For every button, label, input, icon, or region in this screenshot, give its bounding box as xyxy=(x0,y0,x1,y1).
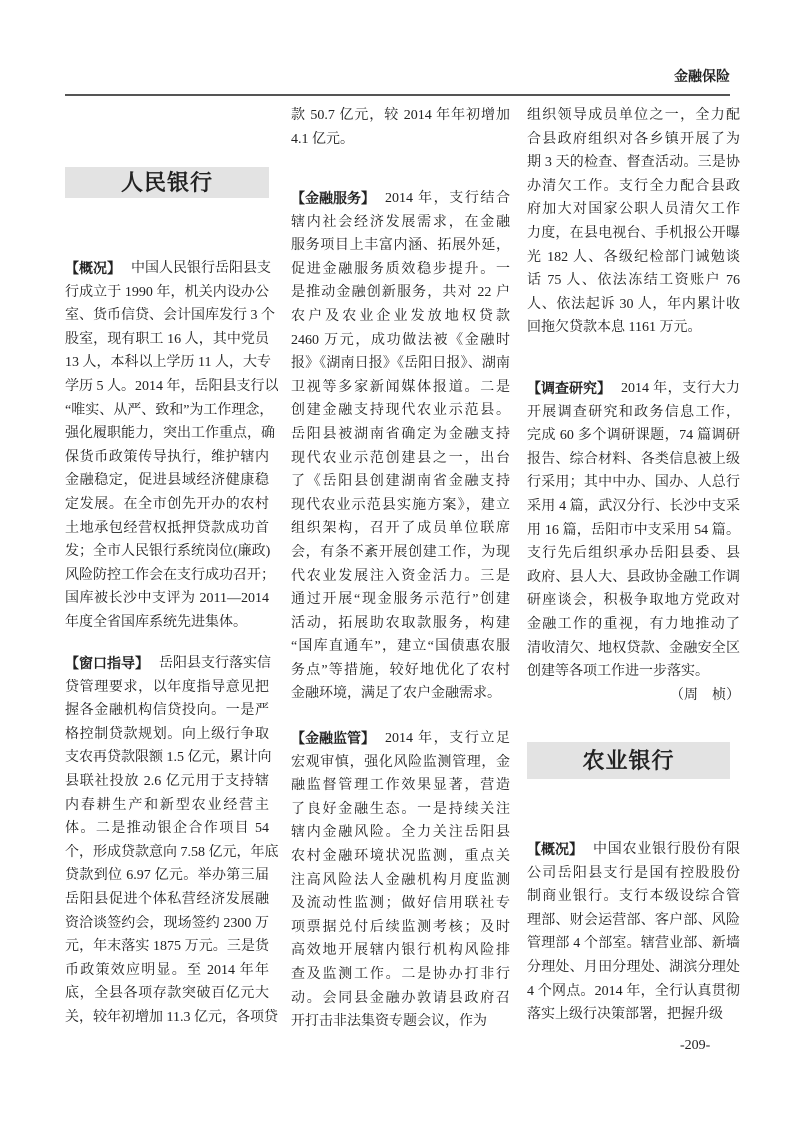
text-line: 高效地开展辖内银行机构风险排 xyxy=(291,943,510,959)
text-line: 握各金融机构信贷投向。一是严 xyxy=(65,703,269,719)
text-line xyxy=(291,727,510,751)
text-line: 政府、县人大、县政协金融工作调 xyxy=(527,569,740,585)
text-line: 了《岳阳县创建湖南省金融支持 xyxy=(291,474,510,490)
text-line: 制商业银行。支行本级设综合管 xyxy=(527,889,740,905)
text-line: 了良好金融生态。一是持续关注 xyxy=(291,801,510,817)
text-line: 组织领导成员单位之一，全力配 xyxy=(527,108,740,123)
author-credit: （周 桢） xyxy=(670,687,740,703)
text-line: 查及监测工作。二是协办打非行 xyxy=(291,966,510,982)
text-line: 支行先后组织承办岳阳县委、县 xyxy=(527,546,740,562)
text-line: 年度全省国库系统先进集体。 xyxy=(65,614,247,630)
text-line: 县联社投放 2.6 亿元用于支持辖 xyxy=(65,773,269,789)
text-line: 是推动金融创新服务，共对 22 户 xyxy=(291,285,510,301)
text-line: 人、依法起诉 30 人，年内累计收 xyxy=(527,296,740,312)
text-line xyxy=(65,652,269,676)
text-line: 注高风险法人金融机构月度监测 xyxy=(291,872,510,888)
text-line: 现代农业示范县实施方案》，建立 xyxy=(291,497,510,513)
paragraph xyxy=(291,727,510,1034)
text-line: 报告、综合材料、各类信息被上级 xyxy=(527,451,740,467)
text-line: 关，较年初增加 11.3 亿元，各项贷 xyxy=(65,1009,278,1025)
text-line: 学历 5 人。2014 年，岳阳县支行以 xyxy=(65,378,279,394)
text-line: 公司岳阳县支行是国有控股股份 xyxy=(527,865,740,881)
text-line xyxy=(527,838,740,862)
text-line: 4 个网点。2014 年，全行认真贯彻 xyxy=(527,983,740,999)
text-line: 管理部 4 个部室。辖营业部、新墙 xyxy=(527,936,740,952)
text-line: 土地承包经营权抵押贷款成功首 xyxy=(65,520,269,536)
text-line: 辖内社会经济发展需求，在金融 xyxy=(291,214,510,230)
text-line: 光 182 人、各级纪检部门诫勉谈 xyxy=(527,249,740,265)
text-line-content: 2014 年，支行大力 xyxy=(621,381,740,396)
text-line: 用 16 篇，岳阳市中支采用 54 篇。 xyxy=(527,522,740,538)
text-line: 融监督管理工作效果显著，营造 xyxy=(291,778,510,794)
text-line: 岳阳县促进个体私营经济发展融 xyxy=(65,891,269,907)
text-line: 落实上级行决策部署，把握升级 xyxy=(527,1007,723,1023)
text-line: 款 50.7 亿元，较 2014 年年初增加 xyxy=(291,108,510,123)
text-line: 体。二是推动银企合作项目 54 xyxy=(65,821,269,837)
paragraph xyxy=(291,187,510,706)
text-line: 国库被长沙中支评为 2011—2014 xyxy=(65,591,269,607)
text-line: 及流动性监测；做好信用联社专 xyxy=(291,896,510,912)
section-title: 人民银行 xyxy=(65,167,269,198)
text-line: 组织架构，召开了成员单位联席 xyxy=(291,521,510,537)
text-line: 支农再贷款限额 1.5 亿元，累计向 xyxy=(65,750,272,766)
paragraph xyxy=(527,838,740,1027)
text-line xyxy=(527,377,740,401)
text-line: 金融环境，满足了农户金融需求。 xyxy=(291,686,501,702)
text-line: 发；全市人民银行系统岗位(廉政) xyxy=(65,544,271,560)
paragraph xyxy=(291,104,510,151)
text-line: 辖内金融风险。全力关注岳阳县 xyxy=(291,825,510,841)
text-line-content: 岳阳县支行落实信 xyxy=(159,656,271,671)
text-line: 理部、财会运营部、客户部、风险 xyxy=(527,912,740,928)
text-line: 开展调查研究和政务信息工作， xyxy=(527,404,740,420)
text-line: 代农业发展注入资金活力。三是 xyxy=(291,568,510,584)
text-line: 农村金融环境状况监测，重点关 xyxy=(291,848,510,864)
text-line: 回拖欠贷款本息 1161 万元。 xyxy=(527,320,702,336)
text-line: 办清欠工作。支行全力配合县政 xyxy=(527,178,740,194)
text-line: 4.1 亿元。 xyxy=(291,131,354,147)
text-line: 底，全县各项存款突破百亿元大 xyxy=(65,986,269,1002)
text-line: 2460 万元，成功做法被《金融时 xyxy=(291,332,510,348)
text-line: 话 75 人、依法冻结工资账户 76 xyxy=(527,273,740,289)
text-line: 资洽谈签约会，现场签约 2300 万 xyxy=(65,915,269,931)
paragraph xyxy=(527,104,740,340)
text-line: 通过开展“现金服务示范行”创建 xyxy=(291,592,510,608)
text-line: 金融稳定，促进县域经济健康稳 xyxy=(65,473,269,489)
text-line: 创建金融支持现代农业示范县。 xyxy=(291,403,510,419)
text-line: 服务项目上丰富内涵、拓展外延， xyxy=(291,238,510,254)
text-line xyxy=(65,257,269,281)
text-line-content: 2014 年，支行结合 xyxy=(385,191,510,206)
text-line: 风险防控工作会在支行成功召开； xyxy=(65,567,275,583)
text-line-content: 2014 年，支行立足 xyxy=(385,731,510,746)
text-line: 合县政府组织对各乡镇开展了为 xyxy=(527,131,740,147)
text-line: 行采用；其中中办、国办、人总行 xyxy=(527,475,740,491)
text-line: 行成立于 1990 年，机关内设办公 xyxy=(65,284,269,300)
paragraph xyxy=(527,377,740,707)
text-line: 室、货币信贷、会计国库发行 3 个 xyxy=(65,308,275,324)
text-line: 报》《湖南日报》《岳阳日报》、湖南 xyxy=(291,356,510,372)
text-line: “国库直通车”，建立“国债惠农服 xyxy=(291,639,510,655)
text-line: 创建等各项工作进一步落实。 xyxy=(527,664,709,680)
text-line: 力度，在县电视台、手机报公开曝 xyxy=(527,225,740,241)
text-line: 农户及农业企业发放地权贷款 xyxy=(291,308,510,324)
text-line: 项票据兑付后续监测考核；及时 xyxy=(291,919,510,935)
text-line: 贷管理要求，以年度指导意见把 xyxy=(65,679,269,695)
page-number: -209- xyxy=(680,1038,711,1053)
text-line: 贷款到位 6.97 亿元。举办第三届 xyxy=(65,868,269,884)
text-line: 宏观审慎，强化风险监测管理，金 xyxy=(291,754,510,770)
text-line: 研座谈会，积极争取地方党政对 xyxy=(527,593,740,609)
text-line: 个，形成贷款意向 7.58 亿元，年底 xyxy=(65,844,279,860)
paragraph xyxy=(65,652,279,1030)
text-line: 分理处、月田分理处、湖滨分理处 xyxy=(527,959,740,975)
text-line: “唯实、从严、致和”为工作理念， xyxy=(65,402,274,418)
text-line: 务点”等措施，较好地优化了农村 xyxy=(291,662,510,678)
text-line: 元，年末落实 1875 万元。三是货 xyxy=(65,939,269,955)
text-line: 卫视等多家新闻媒体报道。二是 xyxy=(291,379,510,395)
text-line: 岳阳县被湖南省确定为金融支持 xyxy=(291,426,510,442)
text-line: 币政策效应明显。至 2014 年年 xyxy=(65,962,269,978)
text-line xyxy=(291,187,510,211)
text-line-content: 中国农业银行股份有限 xyxy=(593,842,740,857)
paragraph xyxy=(65,257,279,635)
text-line: 开打击非法集资专题会议，作为 xyxy=(291,1014,487,1030)
text-line: 期 3 天的检查、督查活动。三是协 xyxy=(527,155,740,171)
paragraph-label: 【概况】 xyxy=(65,260,121,276)
text-line-content: 中国人民银行岳阳县支 xyxy=(131,261,271,276)
text-line: 格控制贷款规划。向上级行争取 xyxy=(65,726,269,742)
paragraph-label: 【金融监管】 xyxy=(291,730,375,746)
text-line: 清收清欠、地权贷款、金融安全区 xyxy=(527,640,740,656)
paragraph-label: 【概况】 xyxy=(527,841,583,857)
text-line: 内春耕生产和新型农业经营主 xyxy=(65,797,269,813)
text-line: 会，有条不紊开展创建工作，为现 xyxy=(291,544,510,560)
paragraph-label: 【窗口指导】 xyxy=(65,655,149,671)
text-line: 金融工作的重视，有力地推动了 xyxy=(527,616,740,632)
text-line: 强化履职能力，突出工作重点，确 xyxy=(65,426,275,442)
text-line: 促进金融服务质效稳步提升。一 xyxy=(291,261,510,277)
text-line: 完成 60 多个调研课题，74 篇调研 xyxy=(527,428,740,444)
text-line: 采用 4 篇，武汉分行、长沙中支采 xyxy=(527,498,740,514)
text-line: 现代农业示范创建县之一，出台 xyxy=(291,450,510,466)
running-header-section: 金融保险 xyxy=(674,68,730,84)
header-rule xyxy=(65,94,730,96)
text-line: 定发展。在全市创先开办的农村 xyxy=(65,496,269,512)
text-line: 府加大对国家公职人员清欠工作 xyxy=(527,202,740,218)
text-line: 13 人，本科以上学历 11 人，大专 xyxy=(65,355,271,371)
text-line: 保货币政策传导执行，维护辖内 xyxy=(65,449,269,465)
text-line: 活动，拓展助农取款服务，构建 xyxy=(291,615,510,631)
text-line: 动。会同县金融办敦请县政府召 xyxy=(291,990,510,1006)
paragraph-label: 【金融服务】 xyxy=(291,190,375,206)
section-title: 农业银行 xyxy=(527,742,730,779)
paragraph-label: 【调查研究】 xyxy=(527,380,611,396)
text-line: 股室，现有职工 16 人，其中党员 xyxy=(65,331,269,347)
